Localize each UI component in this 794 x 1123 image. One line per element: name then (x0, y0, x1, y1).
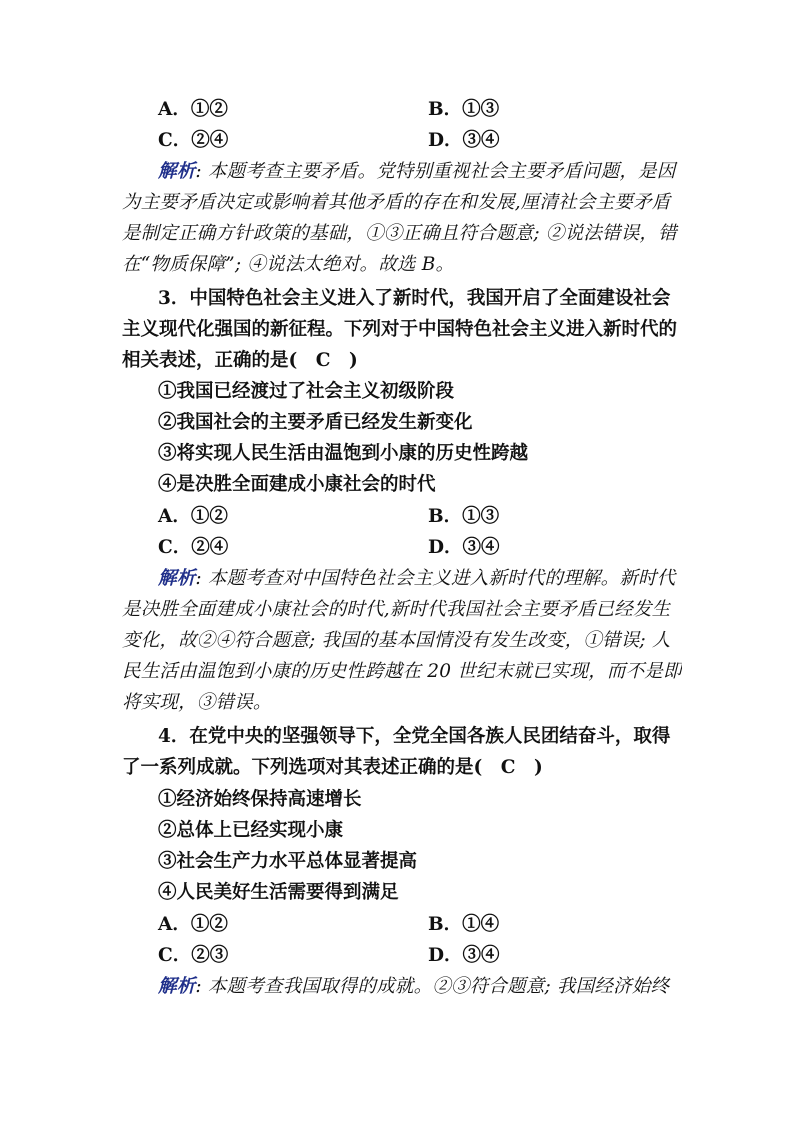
q3-analysis-line-3: 变化，故②④符合题意; 我国的基本国情没有发生改变，①错误; 人 (122, 630, 671, 651)
q2-option-b: B．①③ (428, 99, 500, 120)
q3-analysis-line-5: 将实现，③错误。 (122, 692, 272, 713)
q4-analysis-text-1: : 本题考查我国取得的成就。②③符合题意; 我国经济始终 (195, 976, 670, 997)
q4-item-3: ③社会生产力水平总体显著提高 (158, 851, 418, 872)
q3-stem-line-3: 相关表述，正确的是( C ) (122, 350, 358, 371)
q2-analysis-line-2: 为主要矛盾决定或影响着其他矛盾的存在和发展,厘清社会主要矛盾 (122, 192, 671, 213)
analysis-label: 解析 (158, 568, 196, 589)
q3-item-4: ④是决胜全面建成小康社会的时代 (158, 474, 436, 495)
q2-options-row-1 (0, 94, 794, 126)
q4-option-d: D．③④ (428, 945, 500, 966)
q3-item-1: ①我国已经渡过了社会主义初级阶段 (158, 381, 455, 402)
analysis-label: 解析 (158, 976, 196, 997)
q4-stem-line-2: 了一系列成就。下列选项对其表述正确的是( C ) (122, 757, 543, 778)
q4-options-row-1 (0, 909, 794, 941)
q3-option-b: B．①③ (428, 506, 500, 527)
q4-analysis-line-1 (158, 971, 682, 1003)
q4-item-1: ①经济始终保持高速增长 (158, 789, 362, 810)
q2-analysis-text-1: : 本题考查主要矛盾。党特别重视社会主要矛盾问题，是因 (195, 161, 676, 182)
q3-options-row-2 (0, 532, 794, 564)
q2-analysis-line-4: 在“物质保障”; ④说法太绝对。故选 B。 (122, 254, 455, 275)
q3-options-row-1 (0, 501, 794, 533)
q3-option-d: D．③④ (428, 537, 500, 558)
q2-option-a: A．①② (158, 99, 228, 120)
q3-analysis-text-1: : 本题考查对中国特色社会主义进入新时代的理解。新时代 (195, 568, 676, 589)
q2-options-row-2 (0, 125, 794, 157)
q2-option-d: D．③④ (428, 130, 500, 151)
q4-options-row-2 (0, 940, 794, 972)
q3-item-3: ③将实现人民生活由温饱到小康的历史性跨越 (158, 443, 529, 464)
q4-option-c: C．②③ (158, 945, 229, 966)
q4-item-2: ②总体上已经实现小康 (158, 820, 344, 841)
q2-option-c: C．②④ (158, 130, 229, 151)
q3-option-c: C．②④ (158, 537, 229, 558)
q4-option-a: A．①② (158, 914, 228, 935)
analysis-label: 解析 (158, 161, 196, 182)
q3-item-2: ②我国社会的主要矛盾已经发生新变化 (158, 412, 473, 433)
q3-analysis-line-2: 是决胜全面建成小康社会的时代,新时代我国社会主要矛盾已经发生 (122, 599, 671, 620)
q3-analysis-line-4: 民生活由温饱到小康的历史性跨越在 20 世纪末就已实现，而不是即 (122, 661, 682, 682)
q4-item-4: ④人民美好生活需要得到满足 (158, 882, 399, 903)
q3-option-a: A．①② (158, 506, 228, 527)
q2-analysis-line-3: 是制定正确方针政策的基础，①③正确且符合题意; ②说法错误，错 (122, 223, 677, 244)
q3-stem-line-2: 主义现代化强国的新征程。下列对于中国特色社会主义进入新时代的 (122, 319, 678, 340)
q3-stem-line-1: 3．中国特色社会主义进入了新时代，我国开启了全面建设社会 (158, 288, 671, 309)
q3-analysis-line-1 (158, 563, 682, 595)
q2-analysis-line-1 (158, 156, 682, 188)
q4-stem-line-1: 4．在党中央的坚强领导下，全党全国各族人民团结奋斗，取得 (158, 726, 671, 747)
q4-option-b: B．①④ (428, 914, 500, 935)
